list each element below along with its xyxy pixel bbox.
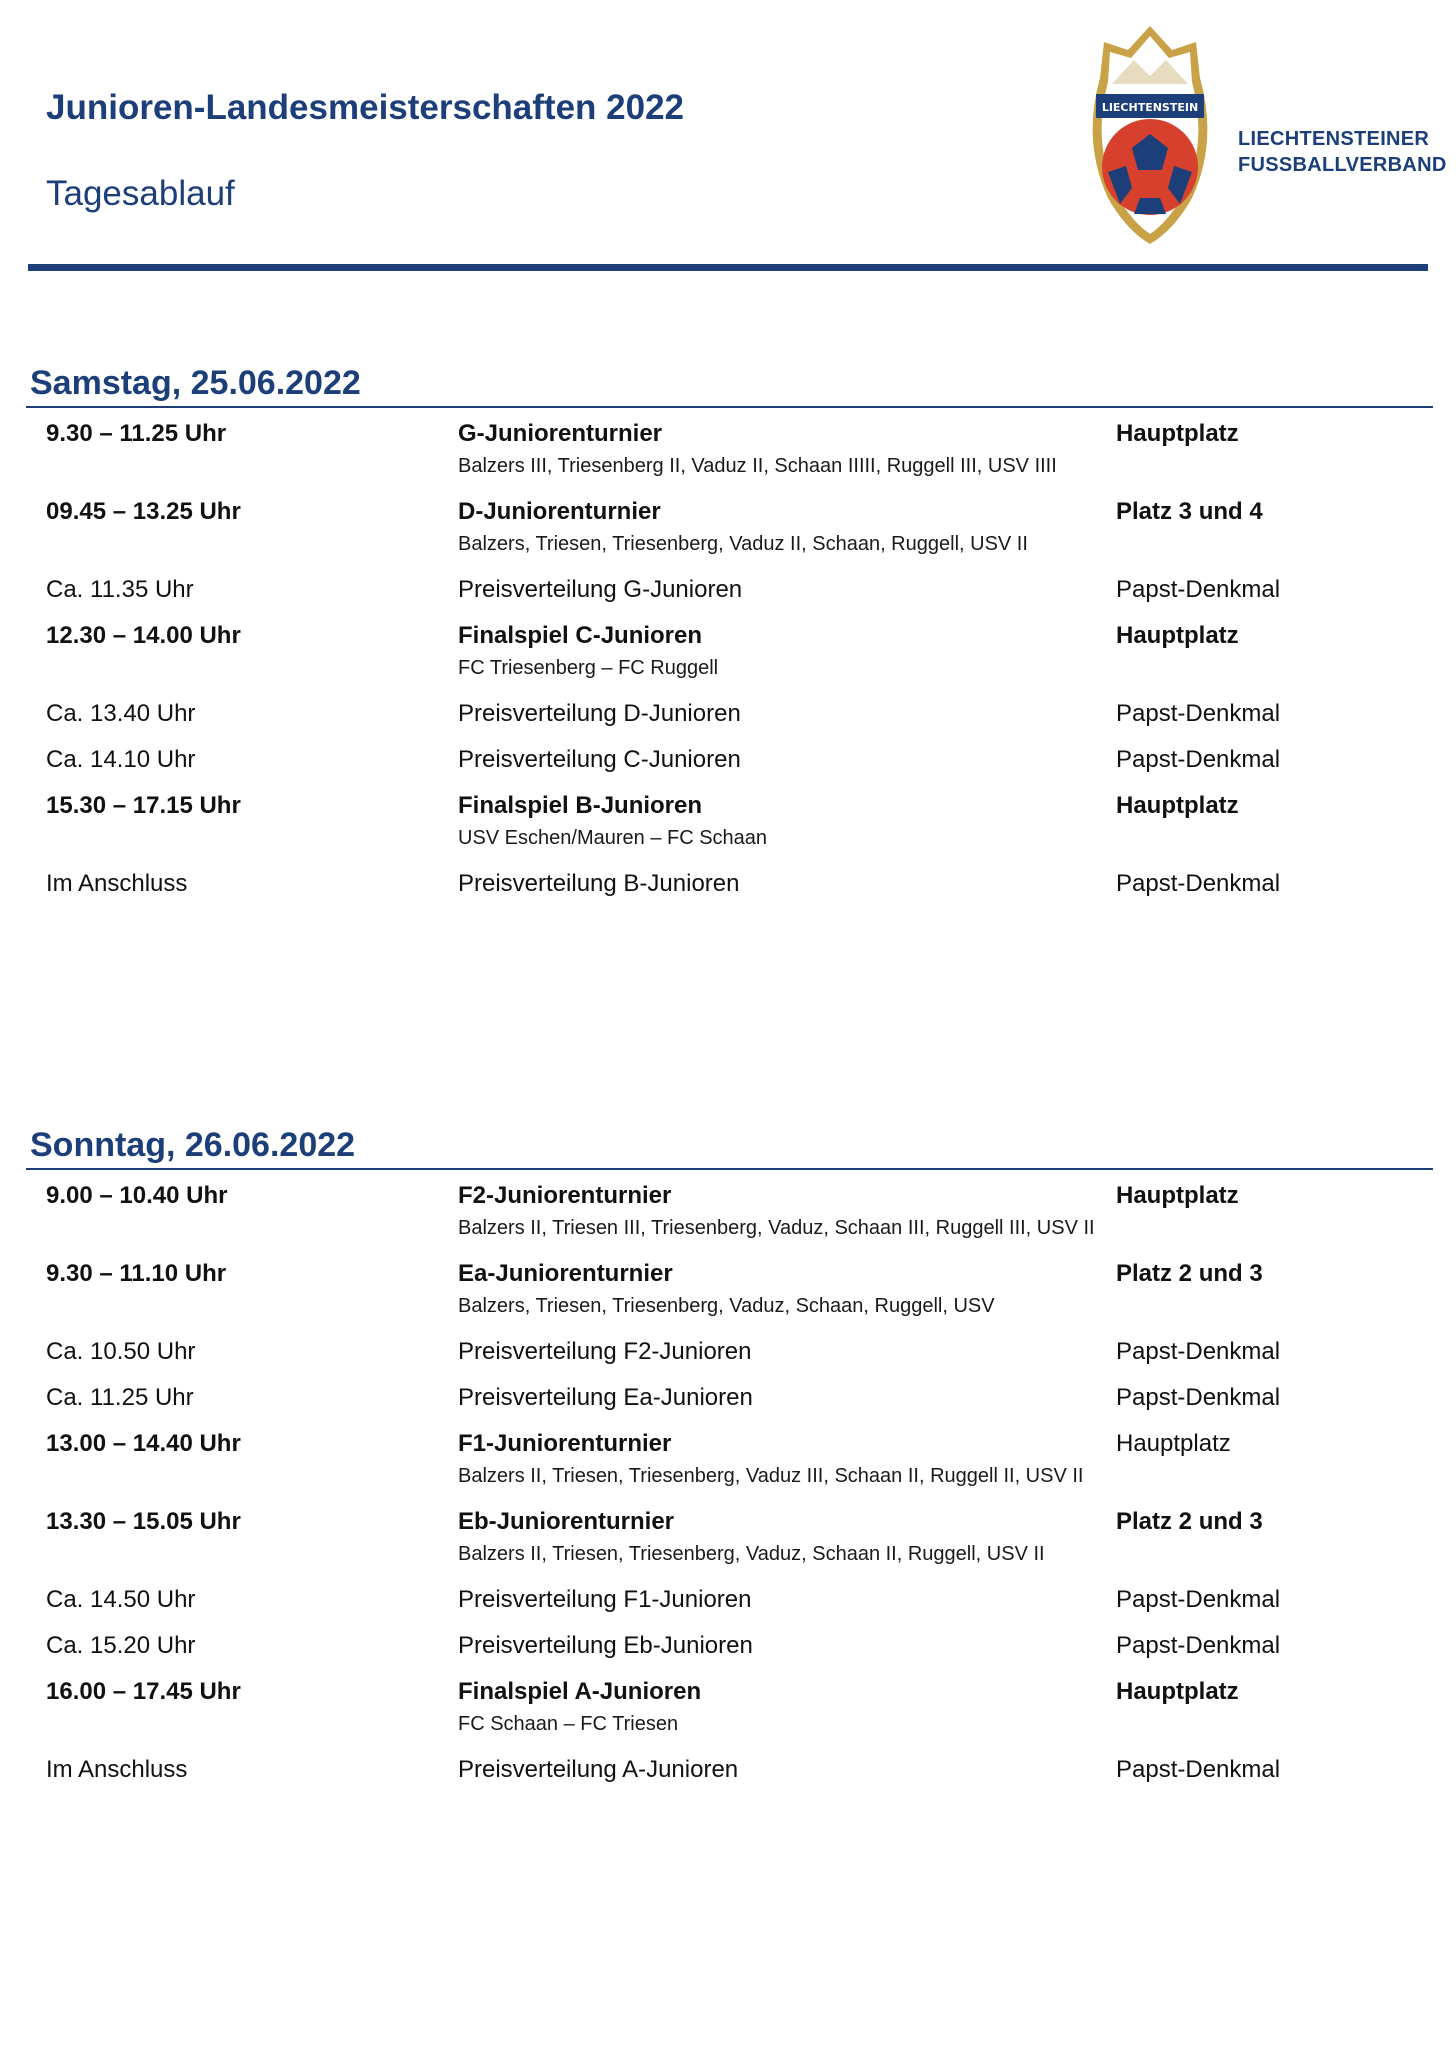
schedule-event: Preisverteilung Ea-Junioren <box>458 1384 753 1411</box>
schedule-place: Papst-Denkmal <box>1116 870 1281 897</box>
schedule-event-cell <box>458 1428 1118 1492</box>
schedule-event-cell <box>458 790 1118 854</box>
day-section-saturday <box>26 360 1433 914</box>
schedule-event: Preisverteilung Eb-Junioren <box>458 1632 753 1659</box>
schedule-place: Papst-Denkmal <box>1116 1756 1281 1783</box>
schedule-event-cell <box>458 1382 1118 1414</box>
day-title: Sonntag, 26.06.2022 <box>30 1126 356 1164</box>
schedule-time: 13.30 – 15.05 Uhr <box>46 1508 241 1535</box>
schedule-event: F1-Juniorenturnier <box>458 1430 672 1457</box>
day-title: Samstag, 25.06.2022 <box>30 364 361 402</box>
schedule-teams: Balzers II, Triesen, Triesenberg, Vaduz, Schaan II, Ruggell, USV II <box>458 1543 1045 1565</box>
schedule-event-cell <box>458 1630 1118 1662</box>
schedule-event-cell <box>458 1754 1118 1786</box>
schedule-event: F2-Juniorenturnier <box>458 1182 672 1209</box>
schedule-event-cell <box>458 1258 1118 1322</box>
page-title: Junioren-Landesmeisterschaften 2022 <box>46 88 685 127</box>
schedule-row <box>26 1630 1433 1676</box>
schedule-time: Ca. 10.50 Uhr <box>46 1338 196 1365</box>
schedule-teams: USV Eschen/Mauren – FC Schaan <box>458 827 768 849</box>
schedule-row <box>26 1258 1433 1336</box>
schedule-event: Preisverteilung F2-Junioren <box>458 1338 752 1365</box>
schedule-event-cell <box>458 1336 1118 1368</box>
schedule-row <box>26 1506 1433 1584</box>
schedule-row <box>26 620 1433 698</box>
schedule-time: Ca. 14.50 Uhr <box>46 1586 196 1613</box>
schedule-event-cell <box>458 496 1118 560</box>
schedule-place: Papst-Denkmal <box>1116 700 1281 727</box>
schedule-event: Eb-Juniorenturnier <box>458 1508 675 1535</box>
day-divider <box>26 1168 1433 1170</box>
schedule-time: 13.00 – 14.40 Uhr <box>46 1430 241 1457</box>
schedule-row <box>26 868 1433 914</box>
schedule-place: Hauptplatz <box>1116 1182 1239 1209</box>
brand-line-1: LIECHTENSTEINER <box>1238 128 1430 150</box>
schedule-event: G-Juniorenturnier <box>458 420 663 447</box>
schedule-place: Papst-Denkmal <box>1116 1586 1281 1613</box>
schedule-time: Im Anschluss <box>46 870 188 897</box>
schedule-event: Preisverteilung B-Junioren <box>458 870 740 897</box>
schedule-row <box>26 1336 1433 1382</box>
schedule-teams: Balzers, Triesen, Triesenberg, Vaduz, Schaan, Ruggell, USV <box>458 1295 995 1317</box>
schedule-event: Preisverteilung D-Junioren <box>458 700 741 727</box>
schedule-time: Im Anschluss <box>46 1756 188 1783</box>
schedule-list <box>26 418 1433 914</box>
crest-label: LIECHTENSTEIN <box>1101 101 1199 114</box>
schedule-place: Papst-Denkmal <box>1116 1384 1281 1411</box>
schedule-row <box>26 790 1433 868</box>
federation-brand <box>1238 126 1447 178</box>
page-subtitle: Tagesablauf <box>46 174 235 213</box>
schedule-event: Preisverteilung A-Junioren <box>458 1756 739 1783</box>
schedule-time: Ca. 11.35 Uhr <box>46 576 194 603</box>
schedule-event: Ea-Juniorenturnier <box>458 1260 673 1287</box>
schedule-place: Papst-Denkmal <box>1116 746 1281 773</box>
schedule-row <box>26 1676 1433 1754</box>
schedule-time: 15.30 – 17.15 Uhr <box>46 792 241 819</box>
schedule-event-cell <box>458 744 1118 776</box>
schedule-event-cell <box>458 1676 1118 1740</box>
schedule-event-cell <box>458 698 1118 730</box>
schedule-event: Finalspiel C-Junioren <box>458 622 703 649</box>
schedule-event-cell <box>458 1584 1118 1616</box>
schedule-list <box>26 1180 1433 1800</box>
schedule-place: Papst-Denkmal <box>1116 1338 1281 1365</box>
schedule-event-cell <box>458 1506 1118 1570</box>
schedule-teams: Balzers, Triesen, Triesenberg, Vaduz II, Schaan, Ruggell, USV II <box>458 533 1028 555</box>
schedule-row <box>26 1754 1433 1800</box>
schedule-place: Hauptplatz <box>1116 792 1239 819</box>
schedule-event-cell <box>458 1180 1118 1244</box>
schedule-event-cell <box>458 868 1118 900</box>
schedule-event: D-Juniorenturnier <box>458 498 661 525</box>
schedule-teams: Balzers III, Triesenberg II, Vaduz II, Schaan IIIII, Ruggell III, USV IIII <box>458 455 1057 477</box>
schedule-place: Hauptplatz <box>1116 1678 1239 1705</box>
schedule-row <box>26 1382 1433 1428</box>
schedule-time: Ca. 13.40 Uhr <box>46 700 196 727</box>
schedule-time: 12.30 – 14.00 Uhr <box>46 622 241 649</box>
schedule-time: Ca. 14.10 Uhr <box>46 746 196 773</box>
schedule-place: Hauptplatz <box>1116 420 1239 447</box>
schedule-time: 09.45 – 13.25 Uhr <box>46 498 241 525</box>
schedule-place: Hauptplatz <box>1116 1430 1231 1457</box>
schedule-place: Hauptplatz <box>1116 622 1239 649</box>
schedule-time: 9.30 – 11.10 Uhr <box>46 1260 227 1287</box>
schedule-row <box>26 698 1433 744</box>
schedule-event-cell <box>458 574 1118 606</box>
schedule-teams: FC Triesenberg – FC Ruggell <box>458 657 719 679</box>
day-divider <box>26 406 1433 408</box>
schedule-teams: Balzers II, Triesen, Triesenberg, Vaduz III, Schaan II, Ruggell II, USV II <box>458 1465 1084 1487</box>
schedule-event: Preisverteilung F1-Junioren <box>458 1586 752 1613</box>
schedule-time: Ca. 11.25 Uhr <box>46 1384 194 1411</box>
schedule-event: Finalspiel A-Junioren <box>458 1678 702 1705</box>
schedule-row <box>26 1584 1433 1630</box>
schedule-place: Platz 2 und 3 <box>1116 1508 1263 1535</box>
day-section-sunday <box>26 1122 1433 1800</box>
schedule-row <box>26 496 1433 574</box>
schedule-event: Finalspiel B-Junioren <box>458 792 703 819</box>
schedule-time: 9.00 – 10.40 Uhr <box>46 1182 228 1209</box>
schedule-teams: FC Schaan – FC Triesen <box>458 1713 679 1735</box>
schedule-place: Papst-Denkmal <box>1116 1632 1281 1659</box>
schedule-row <box>26 574 1433 620</box>
schedule-place: Papst-Denkmal <box>1116 576 1281 603</box>
schedule-row <box>26 1180 1433 1258</box>
federation-crest-icon <box>1080 22 1220 252</box>
schedule-time: Ca. 15.20 Uhr <box>46 1632 196 1659</box>
schedule-event-cell <box>458 620 1118 684</box>
schedule-time: 9.30 – 11.25 Uhr <box>46 420 227 447</box>
schedule-teams: Balzers II, Triesen III, Triesenberg, Vaduz, Schaan III, Ruggell III, USV II <box>458 1217 1095 1239</box>
header-divider <box>28 264 1428 271</box>
schedule-place: Platz 3 und 4 <box>1116 498 1263 525</box>
schedule-row <box>26 744 1433 790</box>
schedule-row <box>26 418 1433 496</box>
schedule-event: Preisverteilung C-Junioren <box>458 746 741 773</box>
schedule-time: 16.00 – 17.45 Uhr <box>46 1678 241 1705</box>
schedule-event: Preisverteilung G-Junioren <box>458 576 743 603</box>
schedule-row <box>26 1428 1433 1506</box>
schedule-event-cell <box>458 418 1118 482</box>
brand-line-2: FUSSBALLVERBAND <box>1238 154 1447 176</box>
schedule-place: Platz 2 und 3 <box>1116 1260 1263 1287</box>
